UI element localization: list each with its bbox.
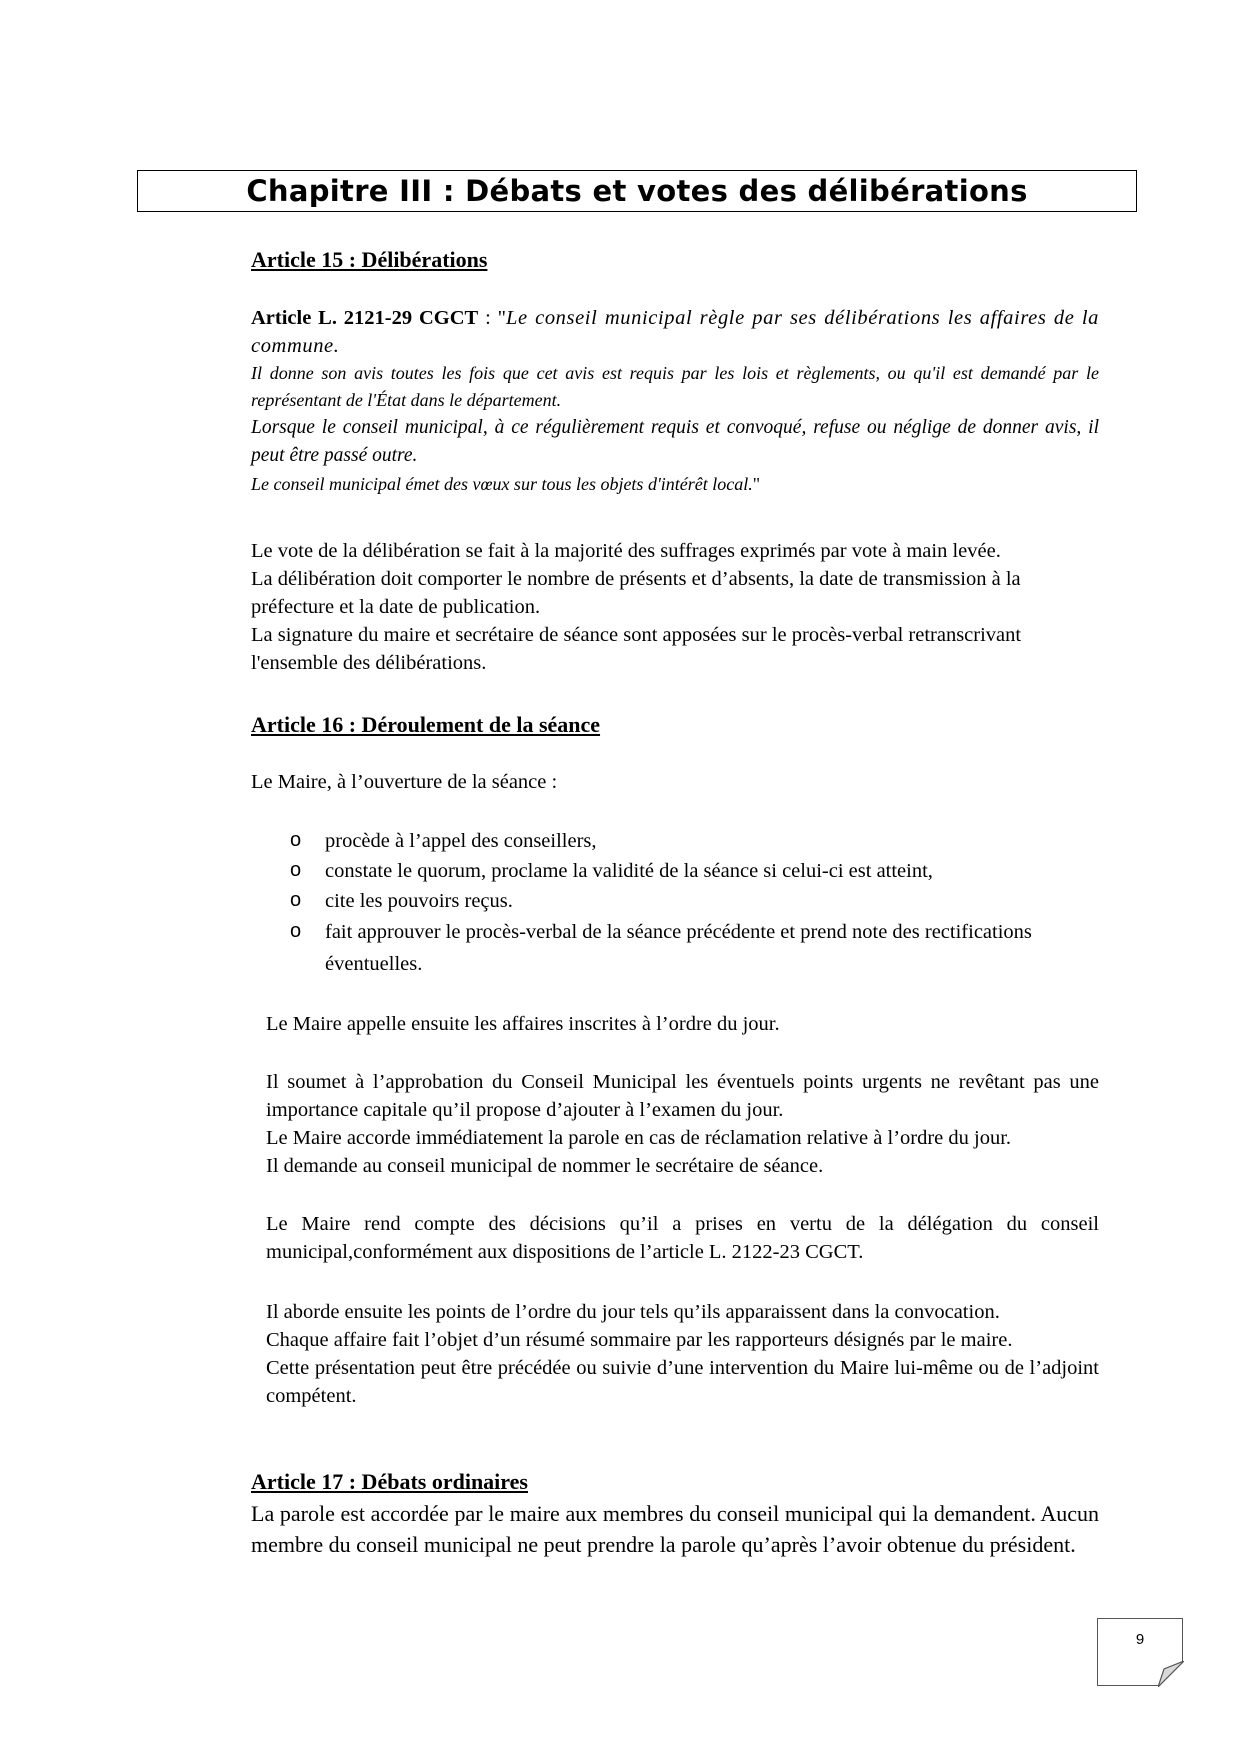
chapter-title: Chapitre III : Débats et votes des délibérations xyxy=(246,174,1028,208)
legal-reference: Article L. 2121-29 CGCT xyxy=(251,307,479,329)
quote-line-3: Lorsque le conseil municipal, à ce régulièrement requis et convoqué, refuse ou néglige de donner avis, il peut être passé outre. xyxy=(251,417,1099,466)
article-16-heading: Article 16 : Déroulement de la séance xyxy=(251,712,601,737)
article-16-intro: Le Maire, à l’ouverture de la séance : xyxy=(251,771,558,793)
chapter-title-box xyxy=(137,170,1137,212)
page-curl-icon xyxy=(1158,1661,1184,1687)
article-17-text: La parole est accordée par le maire aux membres du conseil municipal qui la demandent. Aucun membre du conseil municipal ne peut prendre la parole qu’après l’avoir obtenue du président. xyxy=(251,1501,1099,1557)
article-16-para-4c: Cette présentation peut être précédée ou suivie d’une intervention du Maire lui-même ou de l’adjoint compétent. xyxy=(266,1357,1099,1407)
article-15-para-2: La délibération doit comporter le nombre de présents et d’absents, la date de transmission à la préfecture et la date de publication. xyxy=(251,568,1021,618)
article-16-paragraph-2 xyxy=(266,1068,1099,1180)
article-16-para-2a: Il soumet à l’approbation du Conseil Municipal les éventuels points urgents ne revêtant pas une importance capitale qu’il propose d’ajouter à l’examen du jour. xyxy=(266,1071,1099,1121)
quote-line-1: Le conseil municipal règle par ses délibérations les affaires de la commune. xyxy=(251,307,1099,357)
quote-line-2: Il donne son avis toutes les fois que cet avis est requis par les lois et règlements, ou qu'il est demandé par le représentant de l'État dans le département. xyxy=(251,363,1099,410)
list-item-text: constate le quorum, proclame la validité de la séance si celui-ci est atteint, xyxy=(325,860,933,882)
quote-close: " xyxy=(752,474,761,494)
article-17-heading: Article 17 : Débats ordinaires xyxy=(251,1469,528,1494)
article-16-para-4a: Il aborde ensuite les points de l’ordre du jour tels qu’ils apparaissent dans la convocation. xyxy=(266,1301,1000,1323)
article-16-paragraph-4 xyxy=(266,1298,1099,1410)
list-item-text: cite les pouvoirs reçus. xyxy=(325,890,513,912)
list-item-text: fait approuver le procès-verbal de la séance précédente et prend note des rectifications éventuelles. xyxy=(325,921,1032,975)
bullet-marker: o xyxy=(290,859,302,881)
bullet-marker: o xyxy=(290,829,302,851)
article-16-para-4b: Chaque affaire fait l’objet d’un résumé sommaire par les rapporteurs désignés par le maire. xyxy=(266,1329,1013,1351)
legal-reference-separator: : " xyxy=(478,307,506,329)
article-15-para-3: La signature du maire et secrétaire de séance sont apposées sur le procès-verbal retranscrivant l'ensemble des délibérations. xyxy=(251,624,1022,674)
article-16-paragraph-3: Le Maire rend compte des décisions qu’il a prises en vertu de la délégation du conseil municipal,conformément aux dispositions de l’article L. 2122-23 CGCT. xyxy=(266,1213,1099,1263)
article-16-paragraph-1: Le Maire appelle ensuite les affaires inscrites à l’ordre du jour. xyxy=(266,1013,780,1035)
article-16-para-2c: Il demande au conseil municipal de nommer le secrétaire de séance. xyxy=(266,1155,824,1177)
article-15-legal-quote xyxy=(251,304,1099,498)
page-number-box xyxy=(1097,1618,1183,1686)
bullet-marker: o xyxy=(290,920,302,942)
list-item-text: procède à l’appel des conseillers, xyxy=(325,830,597,852)
quote-line-4: Le conseil municipal émet des vœux sur tous les objets d'intérêt local. xyxy=(251,474,753,494)
bullet-marker: o xyxy=(290,889,302,911)
article-16-para-2b: Le Maire accorde immédiatement la parole en cas de réclamation relative à l’ordre du jour. xyxy=(266,1127,1012,1149)
article-15-para-1: Le vote de la délibération se fait à la majorité des suffrages exprimés par vote à main levée. xyxy=(251,540,1001,562)
page-number: 9 xyxy=(1135,1631,1145,1648)
article-15-heading: Article 15 : Délibérations xyxy=(251,247,488,272)
article-15-body xyxy=(251,537,1099,677)
